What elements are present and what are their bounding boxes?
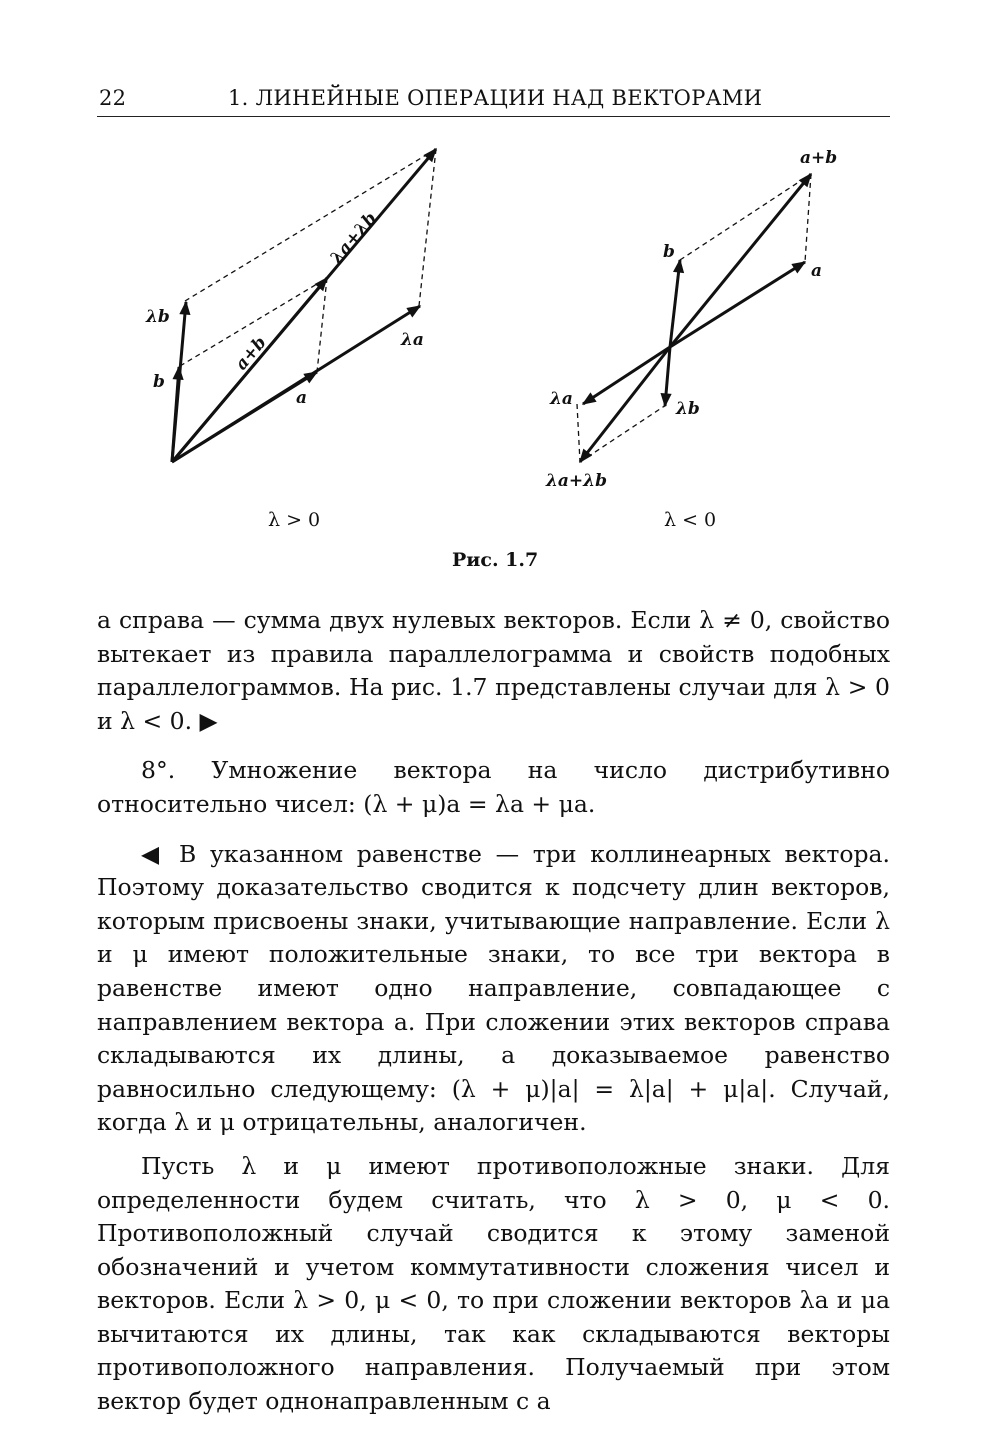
- dashed-line: [577, 404, 580, 462]
- dashed-line: [317, 278, 327, 372]
- dashed-line: [805, 174, 811, 262]
- label-a-plus-b-right: a+b: [800, 148, 838, 168]
- vector-b: [172, 367, 179, 462]
- paragraph-4: Пусть λ и μ имеют противоположные знаки. Для определенности будем считать, что λ > 0, μ < 0. Противоположный случай сводится к этому заменой обозначений и учетом коммутативности сложения чисел и векторов. Если λ > 0, μ < 0, то при сложении векторов λa и μa вычитаются их длины, так как складываются векторы противоположного направления. Получаемый при этом вектор будет однонаправленным с a: [97, 1151, 890, 1416]
- label-lambda-a-plus-lambda-b-right: λa+λb: [546, 471, 607, 491]
- vector-a: [172, 372, 317, 462]
- label-a-left: a: [296, 388, 308, 408]
- right-case-label: λ < 0: [664, 509, 717, 531]
- label-lambda-a-right: λa: [550, 389, 573, 409]
- chapter-title: 1. ЛИНЕЙНЫЕ ОПЕРАЦИИ НАД ВЕКТОРАМИ: [228, 86, 763, 110]
- paragraph-3: ◀ В указанном равенстве — три коллинеарных вектора. Поэтому доказательство сводится к подсчету длин векторов, которым присвоены знаки, учитывающие направление. Если λ и μ имеют положительные знаки, то все три вектора в равенстве имеют одно направление, совпадающее с направлением вектора a. При сложении этих векторов справа складываются их длины, а доказываемое равенство равносильно следующему: (λ + μ)|a| = λ|a| + μ|a|. Случай, когда λ и μ отрицательны, аналогичен.: [97, 839, 890, 1137]
- body-text: [97, 604, 890, 1419]
- dashed-line: [185, 149, 436, 301]
- vector-b-right: [670, 260, 680, 347]
- dashed-line: [419, 149, 436, 306]
- paragraph-2: 8°. Умножение вектора на число дистрибутивно относительно чисел: (λ + μ)a = λa + μa.: [97, 756, 890, 818]
- vector-a-right: [670, 262, 805, 347]
- vector-lambda-b-right: [665, 347, 670, 406]
- label-lambda-b-right: λb: [676, 399, 700, 419]
- vector-lambda-a-plus-lambda-b-right: [580, 347, 670, 462]
- label-lambda-a-plus-lambda-b-left: λa+λb: [326, 208, 382, 269]
- figure-1-7: [0, 0, 1000, 600]
- vector-a-plus-b-right: [670, 174, 811, 347]
- label-a-plus-b-left: a+b: [231, 332, 271, 375]
- page-number: 22: [99, 86, 127, 110]
- label-b-left: b: [153, 372, 165, 392]
- left-diagram: [172, 149, 436, 462]
- label-a-right: a: [811, 261, 823, 281]
- label-b-right: b: [663, 242, 675, 262]
- vector-lambda-a-right: [583, 347, 670, 404]
- dashed-line: [580, 405, 666, 462]
- figure-caption: Рис. 1.7: [452, 549, 539, 571]
- left-case-label: λ > 0: [268, 509, 321, 531]
- paragraph-1: а справа — сумма двух нулевых векторов. Если λ ≠ 0, свойство вытекает из правила параллелограмма и свойств подобных параллелограммов. На рис. 1.7 представлены случаи для λ > 0 и λ < 0. ▶: [97, 606, 890, 735]
- label-lambda-a-left: λa: [401, 330, 424, 350]
- dashed-line: [680, 174, 811, 260]
- label-lambda-b-left: λb: [146, 307, 170, 327]
